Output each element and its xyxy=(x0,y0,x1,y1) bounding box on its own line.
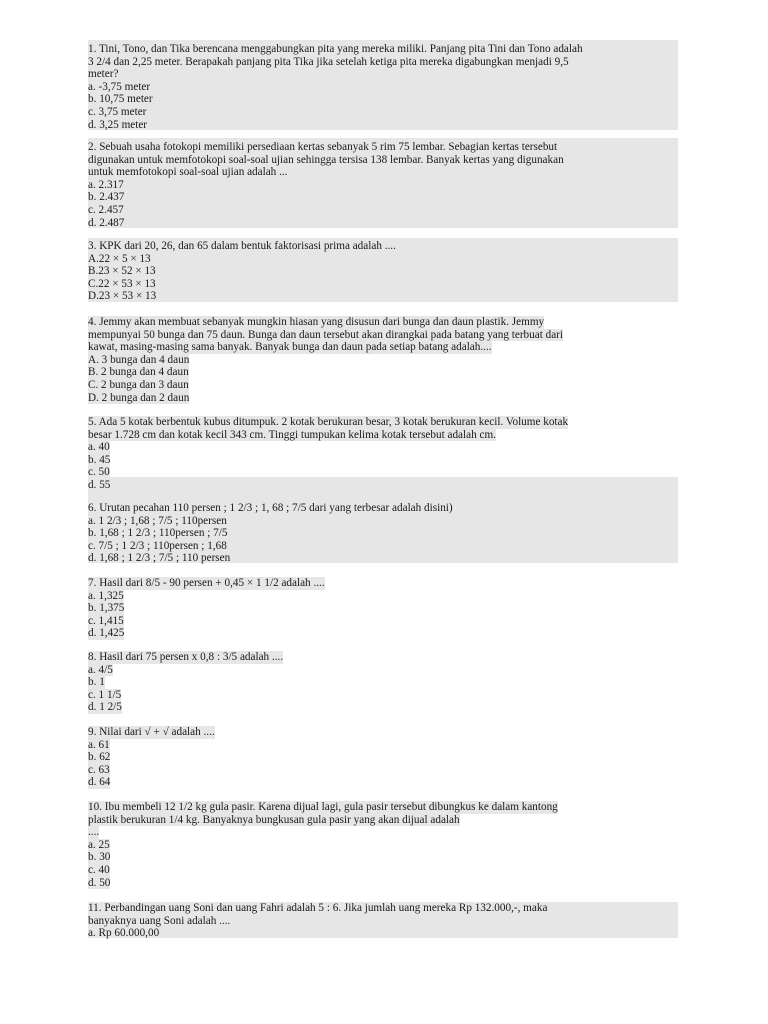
question-stem-line: mempunyai 50 bunga dan 75 daun. Bunga dan daun tersebut akan dirangkai pada batang yang terbuat dari xyxy=(88,328,564,341)
answer-option: d. 1,68 ; 1 2/3 ; 7/5 ; 110 persen xyxy=(88,552,231,565)
answer-option: b. 2.437 xyxy=(88,191,125,204)
answer-option: b. 10,75 meter xyxy=(88,93,153,106)
answer-option: c. 1,415 xyxy=(88,614,124,627)
answer-option: a. Rp 60.000,00 xyxy=(88,927,160,940)
answer-option: b. 62 xyxy=(88,751,111,764)
question-11 xyxy=(88,902,678,940)
answer-option: a. 25 xyxy=(88,838,110,851)
answer-option: a. 40 xyxy=(88,441,110,454)
answer-option: c. 1 1/5 xyxy=(88,688,122,701)
answer-option: a. 1 2/3 ; 1,68 ; 7/5 ; 110persen xyxy=(88,514,227,527)
question-stem-line: plastik berukuran 1/4 kg. Banyaknya bungkusan gula pasir yang akan dijual adalah xyxy=(88,813,460,826)
question-stem-line: 8. Hasil dari 75 persen x 0,8 : 3/5 adalah .... xyxy=(88,651,284,663)
question-stem-line: digunakan untuk memfotokopi soal-soal ujian sehingga tersisa 138 lembar. Banyak kertas yang digunakan xyxy=(88,153,564,166)
question-stem-line: 2. Sebuah usaha fotokopi memiliki persediaan kertas sebanyak 5 rim 75 lembar. Sebagian kertas tersebut xyxy=(88,141,558,153)
question-stem-line: banyaknya uang Soni adalah .... xyxy=(88,914,231,927)
answer-option: d. 3,25 meter xyxy=(88,118,148,131)
question-9 xyxy=(88,726,678,789)
answer-option: a. 1,325 xyxy=(88,589,124,602)
question-stem-line: 6. Urutan pecahan 110 persen ; 1 2/3 ; 1, 68 ; 7/5 dari yang terbesar adalah disini) xyxy=(88,502,453,514)
question-stem-line: 5. Ada 5 kotak berbentuk kubus ditumpuk. 2 kotak berukuran besar, 3 kotak berukuran kecil. Volume kotak xyxy=(88,416,569,428)
question-stem-line: 9. Nilai dari √ + √ adalah .... xyxy=(88,726,215,738)
question-5 xyxy=(88,416,678,492)
answer-option: A.22 × 5 × 13 xyxy=(88,252,151,265)
answer-option: C.22 × 53 × 13 xyxy=(88,277,156,290)
question-stem-line: 4. Jemmy akan membuat sebanyak mungkin hiasan yang disusun dari bunga dan daun plastik. Jemmy xyxy=(88,316,545,328)
answer-option: A. 3 bunga dan 4 daun xyxy=(88,353,190,366)
answer-option: a. 61 xyxy=(88,738,110,751)
answer-option: a. -3,75 meter xyxy=(88,80,151,93)
answer-option: d. 2.487 xyxy=(88,216,125,229)
answer-option: b. 45 xyxy=(88,453,111,466)
question-1 xyxy=(88,43,678,131)
answer-option: b. 1 xyxy=(88,676,105,689)
answer-option: d. 50 xyxy=(88,876,111,889)
answer-option: d. 1,425 xyxy=(88,627,125,640)
question-7 xyxy=(88,577,678,640)
answer-option: d. 55 xyxy=(88,478,111,491)
question-stem-line: untuk memfotokopi soal-soal ujian adalah ... xyxy=(88,166,288,179)
answer-option: c. 40 xyxy=(88,863,110,876)
answer-option: c. 50 xyxy=(88,466,110,479)
question-8 xyxy=(88,651,678,714)
question-stem-line: 3. KPK dari 20, 26, dan 65 dalam bentuk faktorisasi prima adalah .... xyxy=(88,240,396,252)
answer-option: c. 2.457 xyxy=(88,203,124,216)
answer-option: B. 2 bunga dan 4 daun xyxy=(88,366,189,379)
question-stem-line: 1. Tini, Tono, dan Tika berencana menggabungkan pita yang mereka miliki. Panjang pita Tini dan Tono adalah xyxy=(88,43,583,55)
answer-option: C. 2 bunga dan 3 daun xyxy=(88,378,189,391)
answer-option: b. 1,375 xyxy=(88,602,125,615)
question-6 xyxy=(88,502,678,565)
question-stem-line: 7. Hasil dari 8/5 - 90 persen + 0,45 × 1 1/2 adalah .... xyxy=(88,577,325,589)
question-2 xyxy=(88,141,678,229)
question-10 xyxy=(88,801,678,889)
question-3 xyxy=(88,240,678,303)
answer-option: B.23 × 52 × 13 xyxy=(88,265,156,278)
question-stem-line: besar 1.728 cm dan kotak kecil 343 cm. Tinggi tumpukan kelima kotak tersebut adalah cm. xyxy=(88,428,496,441)
answer-option: D. 2 bunga dan 2 daun xyxy=(88,391,190,404)
question-stem-line: 11. Perbandingan uang Soni dan uang Fahri adalah 5 : 6. Jika jumlah uang mereka Rp 132.000,-, maka xyxy=(88,902,548,914)
question-stem-line: .... xyxy=(88,826,100,839)
answer-option: d. 64 xyxy=(88,776,111,789)
answer-option: c. 63 xyxy=(88,763,110,776)
answer-option: b. 1,68 ; 1 2/3 ; 110persen ; 7/5 xyxy=(88,527,228,540)
answer-option: c. 7/5 ; 1 2/3 ; 110persen ; 1,68 xyxy=(88,539,227,552)
question-stem-line: meter? xyxy=(88,68,119,81)
question-4 xyxy=(88,316,678,404)
answer-option: a. 4/5 xyxy=(88,663,113,676)
question-stem-line: 10. Ibu membeli 12 1/2 kg gula pasir. Karena dijual lagi, gula pasir tersebut dibungkus ke dalam kantong xyxy=(88,801,558,813)
question-stem-line: 3 2/4 dan 2,25 meter. Berapakah panjang pita Tika jika setelah ketiga pita mereka digabungkan menjadi 9,5 xyxy=(88,55,569,68)
answer-option: c. 3,75 meter xyxy=(88,105,147,118)
answer-option: d. 1 2/5 xyxy=(88,701,122,714)
question-stem-line: kawat, masing-masing sama banyak. Banyak bunga dan daun pada setiap batang adalah.... xyxy=(88,341,492,354)
answer-option: a. 2.317 xyxy=(88,178,124,191)
answer-option: b. 30 xyxy=(88,851,111,864)
answer-option: D.23 × 53 × 13 xyxy=(88,290,157,303)
